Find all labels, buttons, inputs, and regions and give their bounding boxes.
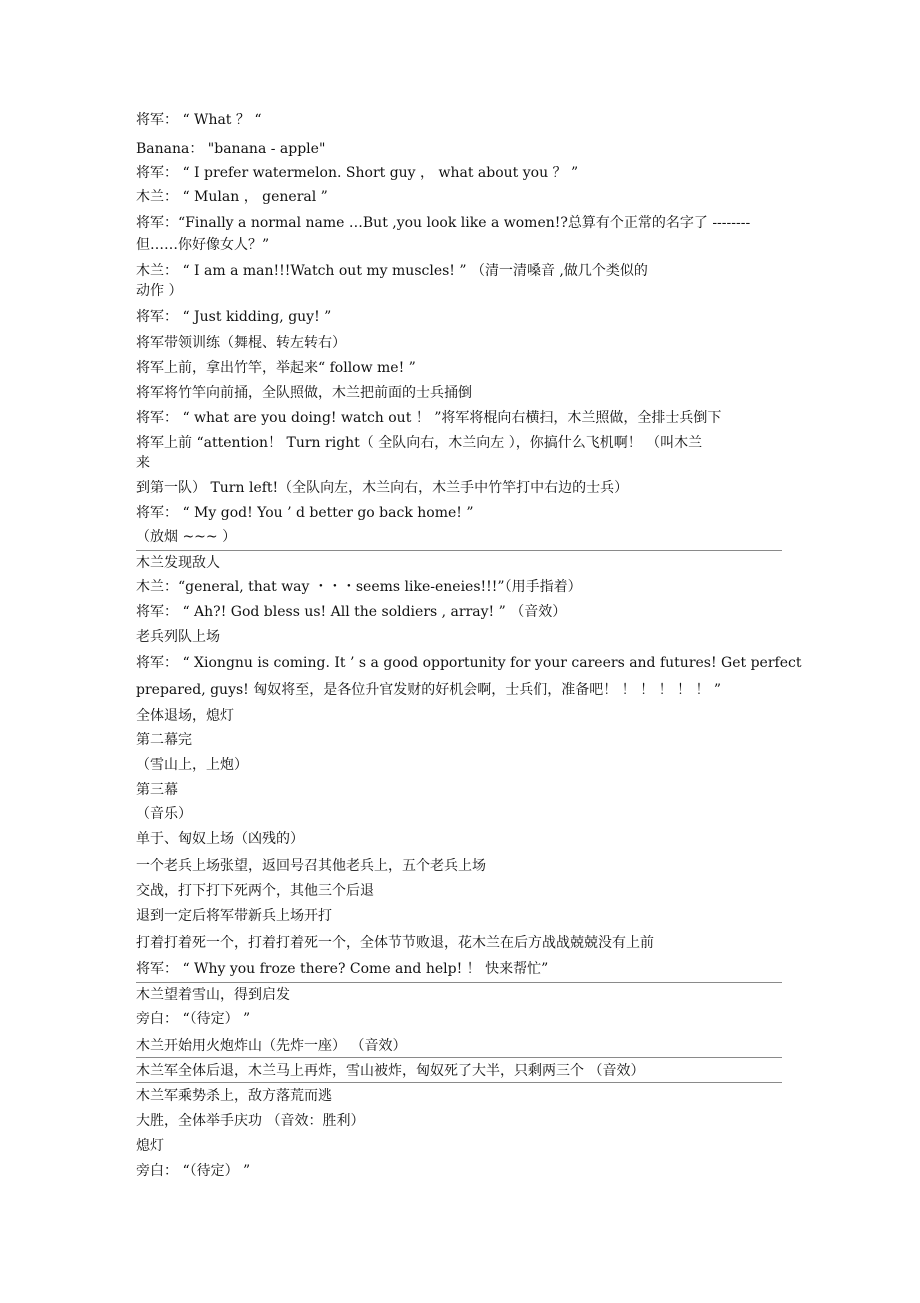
script-line: 将军： “ My god! You ’ d better go back home! ” — [136, 505, 474, 521]
script-line: 将军： “ Xiongnu is coming. It ’ s a good opportunity for your careers and futures! Get perfect — [136, 655, 802, 671]
script-line: 大胜，全体举手庆功 （音效：胜利） — [136, 1113, 365, 1129]
script-line: 木兰望着雪山，得到启发 — [136, 987, 290, 1003]
script-line: 将军： “ Why you froze there? Come and help! ！ 快来帮忙” — [136, 961, 549, 977]
script-line: 旁白： “（待定） ” — [136, 1163, 251, 1179]
script-line: 将军： “ Just kidding, guy! ” — [136, 309, 332, 325]
script-line: 木兰开始用火炮炸山（先炸一座） （音效） — [136, 1038, 407, 1054]
script-line: 但……你好像女人？” — [136, 237, 270, 253]
script-line: 将军： “ What ？ “ — [136, 112, 262, 128]
script-line: 将军上前，拿出竹竿，举起来“ follow me! ” — [136, 360, 416, 376]
script-line: 第二幕完 — [136, 732, 192, 748]
divider — [136, 550, 782, 551]
divider — [136, 1082, 782, 1083]
script-line: 将军： “ Ah?! God bless us! All the soldiers , array! ” （音效） — [136, 604, 567, 620]
script-line: 木兰： “ Mulan ， general ” — [136, 189, 328, 205]
script-line: 交战，打下打下死两个，其他三个后退 — [136, 883, 374, 899]
script-line: 木兰：“general, that way ・・・seems like-eneies!!!”（用手指着） — [136, 579, 582, 595]
script-line: 单于、匈奴上场（凶残的） — [136, 831, 304, 847]
script-line: 将军将竹竿向前捅，全队照做，木兰把前面的士兵捅倒 — [136, 385, 472, 401]
script-line: 旁白： “（待定） ” — [136, 1011, 251, 1027]
script-line: 全体退场，熄灯 — [136, 708, 234, 724]
script-line: 打着打着死一个，打着打着死一个，全体节节败退，花木兰在后方战战兢兢没有上前 — [136, 935, 654, 951]
script-line: 将军：“Finally a normal name …But ,you look like a women!?总算有个正常的名字了 -------- — [136, 215, 751, 231]
divider — [136, 1057, 782, 1058]
script-line: 熄灯 — [136, 1138, 164, 1154]
script-line: 将军上前 “attention！ Turn right（ 全队向右，木兰向左 ），你搞什么飞机啊！ （叫木兰 — [136, 435, 703, 451]
script-line: 木兰军乘势杀上，敌方落荒而逃 — [136, 1088, 332, 1104]
script-line: 将军： “ I prefer watermelon. Short guy ， what about you ？ ” — [136, 165, 579, 181]
script-line: （音乐） — [136, 806, 192, 822]
script-line: （雪山上，上炮） — [136, 757, 248, 773]
script-line: 退到一定后将军带新兵上场开打 — [136, 908, 332, 924]
script-line: 木兰： “ I am a man!!!Watch out my muscles! ” （清一清嗓音 ,做几个类似的 — [136, 263, 648, 279]
script-line: 第三幕 — [136, 782, 178, 798]
divider — [136, 982, 782, 983]
script-line: 一个老兵上场张望，返回号召其他老兵上，五个老兵上场 — [136, 858, 486, 874]
script-line: 将军： “ what are you doing! watch out ！ ”将军将棍向右横扫，木兰照做，全排士兵倒下 — [136, 410, 722, 426]
script-line: 到第一队） Turn left!（全队向左，木兰向右，木兰手中竹竿打中右边的士兵） — [136, 480, 629, 496]
script-line: 来 — [136, 455, 150, 471]
script-line: 老兵列队上场 — [136, 629, 220, 645]
script-line: 木兰军全体后退，木兰马上再炸，雪山被炸，匈奴死了大半，只剩两三个 （音效） — [136, 1063, 645, 1079]
script-line: 将军带领训练（舞棍、转左转右） — [136, 335, 346, 351]
script-line: 动作 ） — [136, 283, 183, 299]
script-line: prepared, guys! 匈奴将至，是各位升官发财的好机会啊，士兵们，准备吧！ ！ ！ ！ ！ ！ ” — [136, 682, 722, 698]
script-line: Banana： "banana - apple" — [136, 141, 326, 157]
script-line: （放烟 ~~~ ） — [136, 529, 237, 545]
script-line: 木兰发现敌人 — [136, 555, 220, 571]
